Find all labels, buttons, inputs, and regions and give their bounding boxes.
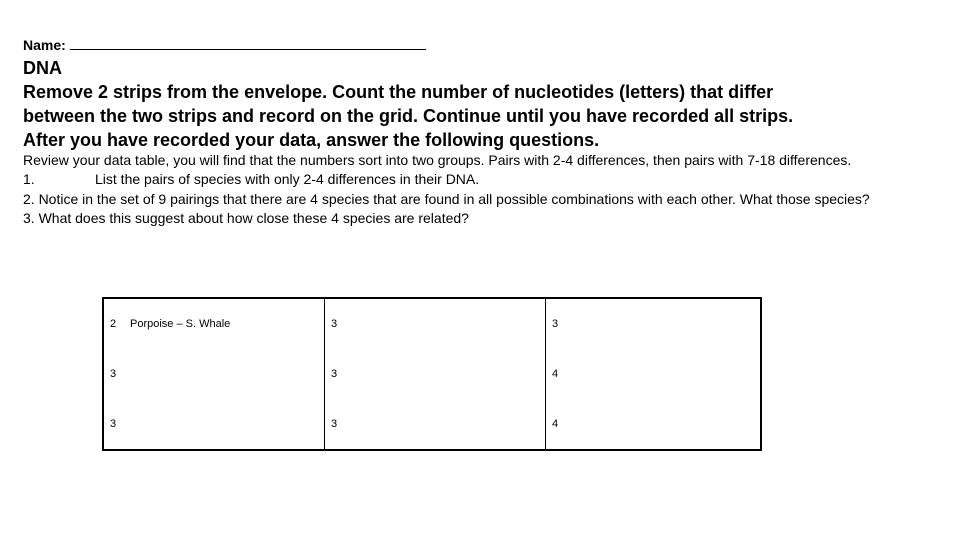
grid-cell-pair: Porpoise – S. Whale xyxy=(130,318,231,330)
grid-row xyxy=(103,349,761,399)
question-1 xyxy=(23,170,943,189)
grid-cell: 3 xyxy=(325,399,546,450)
review-text: Review your data table, you will find that the numbers sort into two groups. Pairs with 2-4 differences, then pairs with 7-18 differences. xyxy=(23,152,852,168)
doc-title: DNA xyxy=(23,58,62,78)
grid-cell-count: 3 xyxy=(110,418,117,430)
instruction-line-1: Remove 2 strips from the envelope. Count the number of nucleotides (letters) that differ xyxy=(23,82,774,102)
grid-row xyxy=(103,399,761,450)
question-1-text: List the pairs of species with only 2-4 differences in their DNA. xyxy=(95,171,480,188)
grid-cell: 3 xyxy=(546,298,762,349)
grid-cell: 4 xyxy=(546,349,762,399)
name-label: Name: xyxy=(23,37,66,53)
name-blank-line[interactable] xyxy=(70,36,426,50)
question-3: 3. What does this suggest about how close these 4 species are related? xyxy=(23,209,469,226)
heading-block xyxy=(23,56,943,152)
instruction-line-3: After you have recorded your data, answer the following questions. xyxy=(23,130,600,150)
question-2: 2. Notice in the set of 9 pairings that there are 4 species that are found in all possible combinations with each other. What those species? xyxy=(23,190,870,207)
grid-cell xyxy=(103,349,325,399)
name-field xyxy=(23,36,426,54)
grid-cell: 3 xyxy=(325,298,546,349)
questions-block xyxy=(23,151,943,228)
grid-cell-count: 2 xyxy=(110,318,117,330)
grid-cell-count: 3 xyxy=(110,368,117,380)
grid-cell xyxy=(103,399,325,450)
grid-cell: 4 xyxy=(546,399,762,450)
instruction-line-2: between the two strips and record on the grid. Continue until you have recorded all strips. xyxy=(23,106,794,126)
grid-row xyxy=(103,298,761,349)
grid-cell xyxy=(103,298,325,349)
data-grid xyxy=(102,297,762,451)
question-1-number: 1. xyxy=(23,171,35,188)
grid-cell: 3 xyxy=(325,349,546,399)
